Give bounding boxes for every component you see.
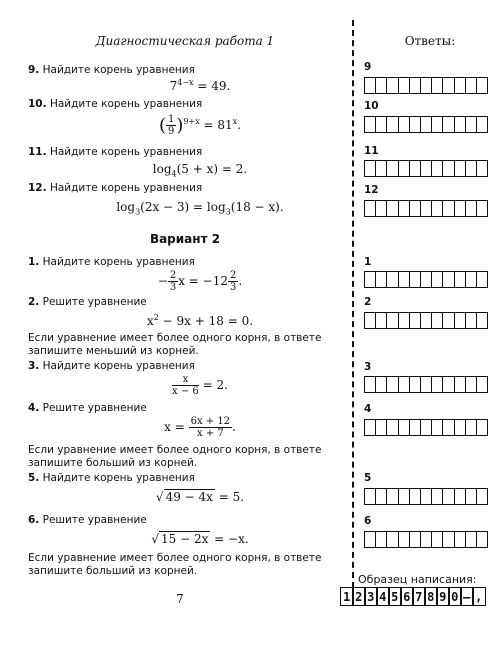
answer-label-v2-5: 5 xyxy=(364,472,372,484)
sample-char: 3 xyxy=(364,587,378,606)
sample-writing xyxy=(340,587,484,606)
v2-task-1 xyxy=(28,256,195,268)
sample-label: Образец написания: xyxy=(358,573,477,586)
task-text: Найдите корень уравнения xyxy=(49,98,203,110)
answer-label-v2-2: 2 xyxy=(364,296,372,308)
sample-char: 2 xyxy=(352,587,366,606)
answer-grid-10[interactable] xyxy=(364,116,488,133)
formula-v2-4: x = $\frac{6x + 12}{x + 7}$ . xyxy=(164,416,236,439)
task-text: Найдите корень уравнения xyxy=(42,64,195,76)
answer-label-9: 9 xyxy=(364,61,372,73)
answer-grid-9[interactable] xyxy=(364,77,488,94)
task-text: Найдите корень уравнения xyxy=(49,146,203,158)
answer-grid-12[interactable] xyxy=(364,200,488,217)
task-9 xyxy=(28,64,195,76)
task-number: 2. xyxy=(28,296,40,308)
formula-v2-6: √ 15 − 2x = −x. xyxy=(151,532,249,546)
sample-char: 5 xyxy=(388,587,402,606)
formula-v2-3: $\frac{x}{x - 6}$ = 2. xyxy=(172,374,228,397)
task-text: Найдите корень уравнения xyxy=(42,472,195,484)
answer-label-11: 11 xyxy=(364,145,379,157)
sample-char: 6 xyxy=(400,587,414,606)
task-12 xyxy=(28,182,202,194)
answer-grid-11[interactable] xyxy=(364,160,488,177)
answer-label-v2-6: 6 xyxy=(364,515,372,527)
task-text: Найдите корень уравнения xyxy=(42,360,195,372)
sample-char: 7 xyxy=(412,587,426,606)
task-number: 5. xyxy=(28,472,40,484)
v2-task-2-note: Если уравнение имеет более одного корня, в ответе запишите меньший из корней. xyxy=(28,332,322,357)
v2-task-4 xyxy=(28,402,147,414)
formula-v2-5: √ 49 − 4x = 5. xyxy=(155,490,245,504)
answer-label-12: 12 xyxy=(364,184,379,196)
answer-label-10: 10 xyxy=(364,100,379,112)
v2-task-6 xyxy=(28,514,147,526)
dashed-divider xyxy=(352,20,354,588)
task-11 xyxy=(28,146,202,158)
v2-task-6-note: Если уравнение имеет более одного корня, в ответе запишите больший из корней. xyxy=(28,552,322,577)
v2-task-5 xyxy=(28,472,195,484)
answer-grid-v2-3[interactable] xyxy=(364,376,488,393)
task-number: 9. xyxy=(28,64,40,76)
v2-task-2 xyxy=(28,296,147,308)
task-number: 4. xyxy=(28,402,40,414)
sample-char: 4 xyxy=(376,587,390,606)
page-header: Диагностическая работа 1 xyxy=(95,34,275,48)
answers-title: Ответы: xyxy=(404,34,456,48)
task-text: Решите уравнение xyxy=(42,296,147,308)
task-number: 6. xyxy=(28,514,40,526)
answer-grid-v2-4[interactable] xyxy=(364,419,488,436)
answer-grid-v2-6[interactable] xyxy=(364,531,488,548)
sample-char: 0 xyxy=(448,587,462,606)
task-text: Найдите корень уравнения xyxy=(42,256,195,268)
answer-grid-v2-5[interactable] xyxy=(364,488,488,505)
answer-grid-v2-2[interactable] xyxy=(364,312,488,329)
answer-label-v2-4: 4 xyxy=(364,403,372,415)
task-text: Решите уравнение xyxy=(42,402,147,414)
sample-char: 1 xyxy=(340,587,354,606)
variant-title: Вариант 2 xyxy=(149,232,221,246)
answer-grid-v2-1[interactable] xyxy=(364,271,488,288)
task-text: Решите уравнение xyxy=(42,514,147,526)
task-10 xyxy=(28,98,202,110)
formula-v2-1: − $\frac{2}{3}$ x = −12 $\frac{2}{3}$ . xyxy=(157,270,243,293)
answer-label-v2-1: 1 xyxy=(364,256,372,268)
task-number: 3. xyxy=(28,360,40,372)
formula-v2-2: $x^2 - 9x + 18 = 0$. xyxy=(146,313,254,328)
v2-task-3 xyxy=(28,360,195,372)
task-number: 10. xyxy=(28,98,47,110)
sample-char: 9 xyxy=(436,587,450,606)
sample-char: , xyxy=(472,587,486,606)
formula-9: $7^{4-x} = 49$. xyxy=(169,78,231,93)
formula-11: $\log_4(5 + x) = 2$. xyxy=(152,162,248,179)
page-number: 7 xyxy=(176,592,184,606)
formula-10: ( $\frac{1}{9}$ )$^{9+x} = 81^x$. xyxy=(158,114,242,137)
task-number: 12. xyxy=(28,182,47,194)
task-text: Найдите корень уравнения xyxy=(49,182,203,194)
sample-char: – xyxy=(460,587,474,606)
formula-12: $\log_3(2x - 3) = \log_3(18 - x)$. xyxy=(116,200,284,217)
sample-char: 8 xyxy=(424,587,438,606)
task-number: 1. xyxy=(28,256,40,268)
v2-task-4-note: Если уравнение имеет более одного корня, в ответе запишите больший из корней. xyxy=(28,444,322,469)
answer-label-v2-3: 3 xyxy=(364,361,372,373)
task-number: 11. xyxy=(28,146,47,158)
